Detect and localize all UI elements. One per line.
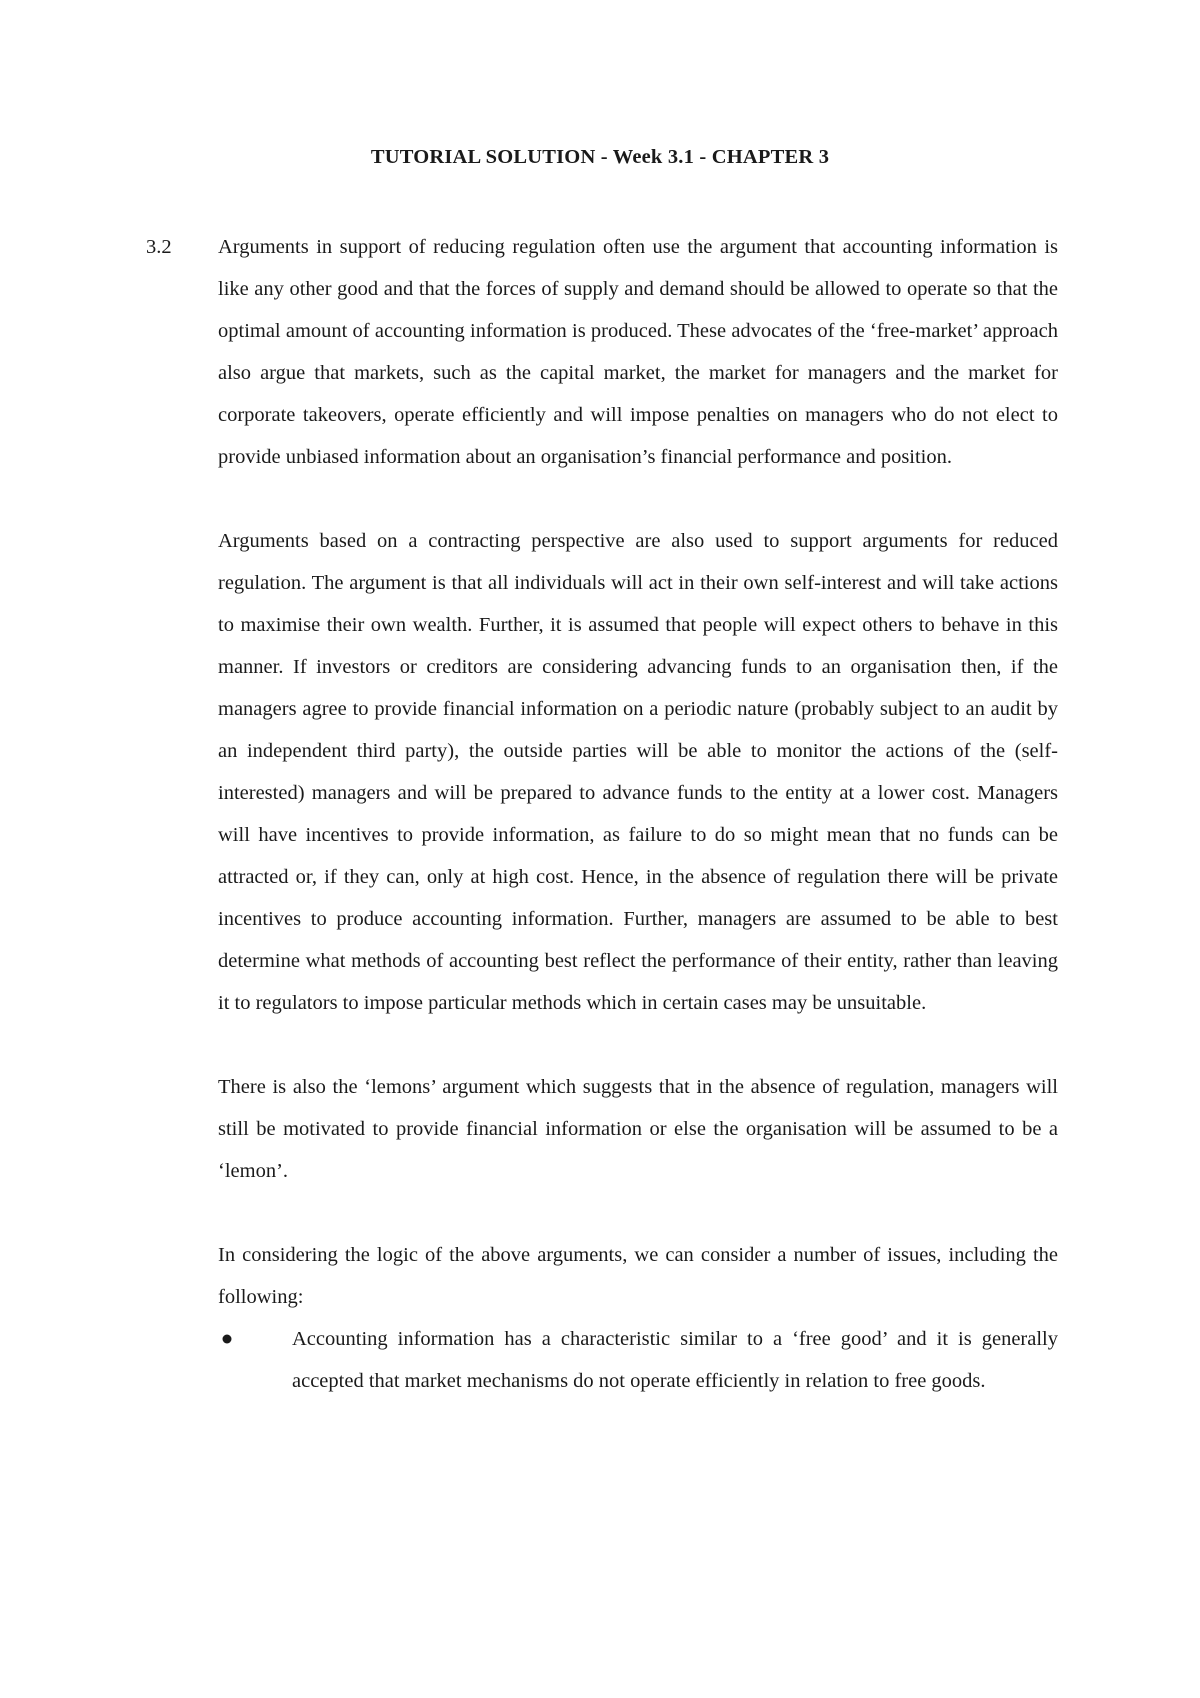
paragraph: Arguments based on a contracting perspective are also used to support arguments for reduced regulation. The argument is that all individuals will act in their own self-interest and will take actions to maximise their own wealth. Further, it is assumed that people will expect others to behave in this manner. If investors or creditors are considering advancing funds to an organisation then, if the managers agree to provide financial information on a periodic nature (probably subject to an audit by an independent third party), the outside parties will be able to monitor the actions of the (self-interested) managers and will be prepared to advance funds to the entity at a lower cost. Managers will have incentives to provide information, as failure to do so might mean that no funds can be attracted or, if they can, only at high cost. Hence, in the absence of regulation there will be private incentives to produce accounting information. Further, managers are assumed to be able to best determine what methods of accounting best reflect the performance of their entity, rather than leaving it to regulators to impose particular methods which in certain cases may be unsuitable. [218,530,1058,1014]
question-number: 3.2 [146,236,172,258]
list-item [146,1318,1058,1402]
paragraph: In considering the logic of the above arguments, we can consider a number of issues, including the following: [218,1244,1058,1308]
bullet-list [146,1318,1058,1402]
paragraph: Arguments in support of reducing regulation often use the argument that accounting information is like any other good and that the forces of supply and demand should be allowed to operate so that the optimal amount of accounting information is produced. These advocates of the ‘free-market’ approach also argue that markets, such as the capital market, the market for managers and the market for corporate takeovers, operate efficiently and will impose penalties on managers who do not elect to provide unbiased information about an organisation’s financial performance and position. [218,236,1058,468]
bullet-icon [217,1329,237,1349]
page-title: TUTORIAL SOLUTION - Week 3.1 - CHAPTER 3 [370,146,830,168]
paragraph: There is also the ‘lemons’ argument which suggests that in the absence of regulation, managers will still be motivated to provide financial information or else the organisation will be assumed to be a ‘lemon’. [218,1076,1058,1182]
question-block [146,226,1058,1402]
bullet-text: Accounting information has a characteristic similar to a ‘free good’ and it is generally accepted that market mechanisms do not operate efficiently in relation to free goods. [292,1328,1058,1392]
